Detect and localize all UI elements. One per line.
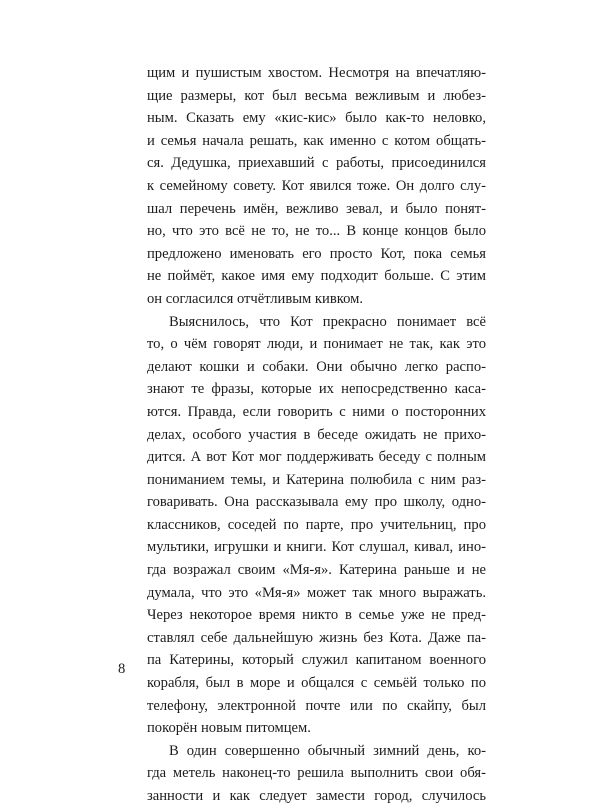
- text-line: телефону, электронной почте или по скайпу, был: [147, 697, 486, 714]
- text-line: делают кошки и собаки. Они обычно легко распо-: [147, 358, 486, 375]
- text-line: то, о чём говорят люди, и понимает не так, как это: [147, 336, 486, 353]
- text-line: дится. А вот Кот мог поддерживать беседу с полным: [147, 449, 486, 466]
- text-line: шал перечень имён, вежливо зевал, и было понят-: [147, 200, 486, 217]
- paragraph: [147, 62, 486, 311]
- text-line: не поймёт, какое имя ему подходит больше. С этим: [147, 268, 486, 285]
- text-line: предложено именовать его просто Кот, пока семья: [147, 245, 486, 262]
- text-line: ставлял себе дальнейшую жизнь без Кота. Даже па-: [147, 629, 486, 646]
- text-line: делах, особого участия в беседе ожидать не прихо-: [147, 426, 486, 443]
- text-line: но, что это всё не то, не то... В конце концов было: [147, 223, 486, 240]
- page-body-text: [147, 62, 486, 808]
- text-line: щим и пушистым хвостом. Несмотря на впечатляю-: [147, 65, 486, 81]
- text-line: В один совершенно обычный зимний день, ко-: [169, 742, 486, 759]
- text-line: пониманием темы, и Катерина полюбила с ним раз-: [147, 471, 486, 488]
- text-line: щие размеры, кот был весьма вежливым и любез-: [147, 87, 486, 104]
- paragraph: [147, 311, 486, 740]
- text-line: Выяснилось, что Кот прекрасно понимает всё: [169, 313, 486, 330]
- text-line: и семья начала решать, как именно с котом общать-: [147, 132, 486, 149]
- text-line: к семейному совету. Кот явился тоже. Он долго слу-: [147, 177, 486, 194]
- text-line: знают те фразы, которые их непосредственно каса-: [147, 381, 486, 398]
- text-line: па Катерины, который служил капитаном военного: [147, 652, 486, 669]
- text-line: ются. Правда, если говорить с ними о посторонних: [147, 403, 486, 420]
- text-line: ся. Дедушка, приехавший с работы, присоединился: [147, 155, 486, 172]
- text-line: корабля, был в море и общался с семьёй только по: [147, 675, 486, 692]
- text-line: он согласился отчётливым кивком.: [147, 290, 363, 307]
- text-line: покорён новым питомцем.: [147, 720, 311, 737]
- text-line: мультики, игрушки и книги. Кот слушал, кивал, ино-: [147, 539, 486, 556]
- text-line: думала, что это «Мя-я» может так много выражать.: [147, 584, 486, 601]
- text-line: ным. Сказать ему «кис-кис» было как-то неловко,: [147, 110, 486, 127]
- text-line: классников, соседей по парте, про учительниц, про: [147, 516, 486, 533]
- page-number: 8: [118, 661, 126, 677]
- text-line: Через некоторое время никто в семье уже не пред-: [147, 607, 486, 624]
- text-line: гда возражал своим «Мя-я». Катерина раньше и не: [147, 562, 486, 579]
- text-line: гда метель наконец-то решила выполнить свои обя-: [147, 765, 486, 782]
- text-line: занности и как следует замести город, случилось: [147, 788, 486, 804]
- text-line: говаривать. Она рассказывала ему про школу, одно-: [147, 494, 486, 511]
